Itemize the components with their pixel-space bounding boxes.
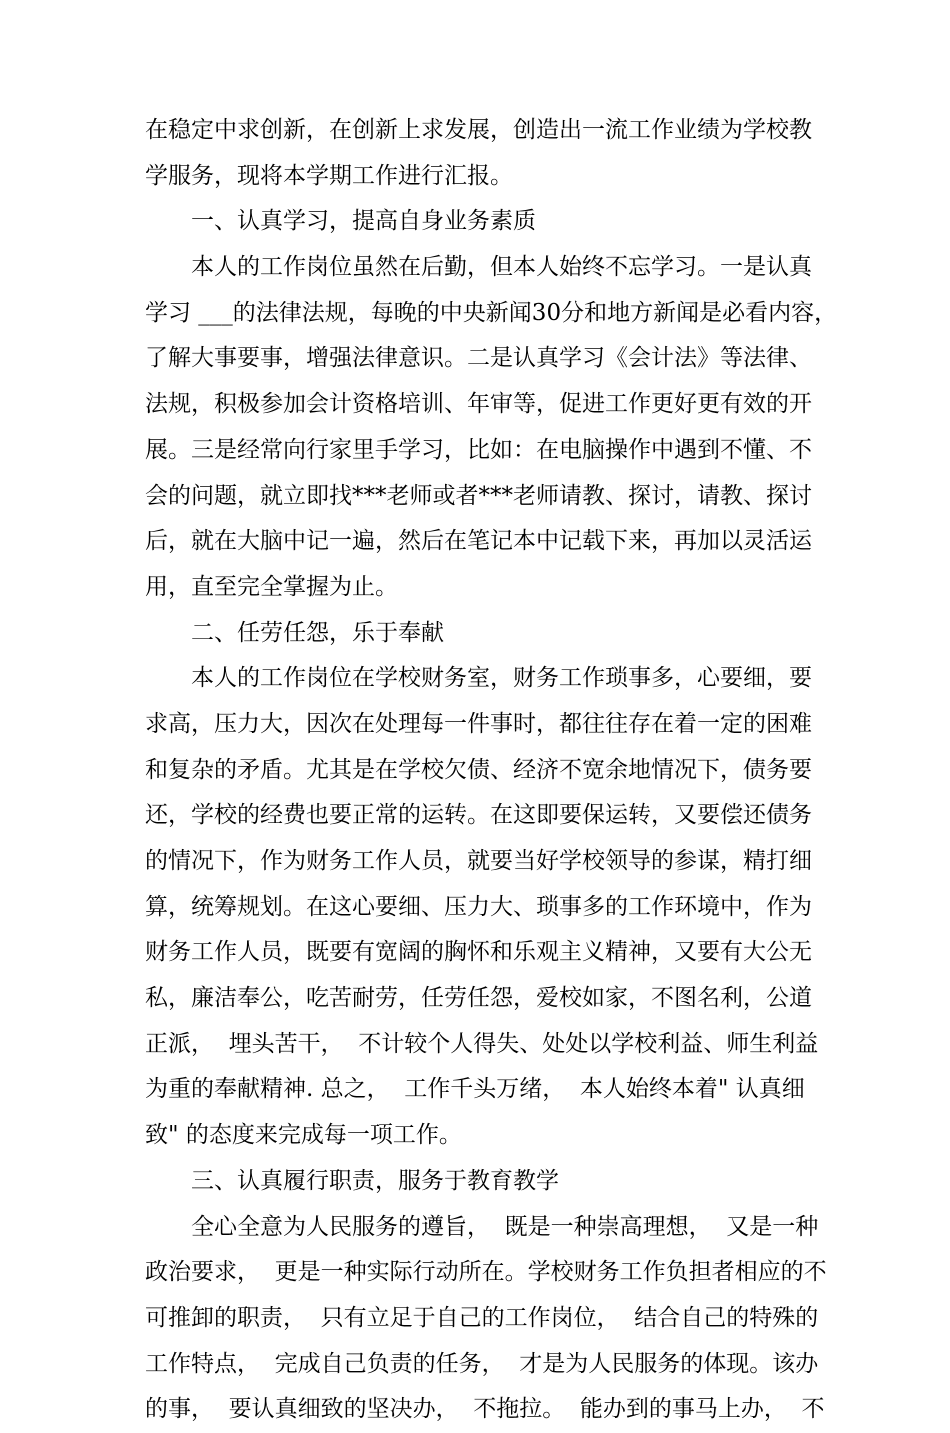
text-line: 了解大事要事，增强法律意识。二是认真学习《会计法》等法律、 bbox=[145, 345, 812, 372]
text-line: 和复杂的矛盾。尤其是在学校欠债、经济不宽余地情况下，债务要 bbox=[145, 756, 812, 783]
text-line: 在稳定中求创新，在创新上求发展，创造出一流工作业绩为学校教 bbox=[145, 117, 812, 143]
text-line: 学服务，现将本学期工作进行汇报。 bbox=[145, 162, 513, 189]
text-line: 还，学校的经费也要正常的运转。在这即要保运转，又要偿还债务 bbox=[145, 802, 812, 829]
text-line: 的情况下，作为财务工作人员，就要当好学校领导的参谋，精打细 bbox=[145, 848, 812, 874]
text-line: 学习 ___的法律法规，每晚的中央新闻30分和地方新闻是必看内容， bbox=[145, 299, 838, 326]
text-line: 本人的工作岗位虽然在后勤，但本人始终不忘学习。一是认真 bbox=[191, 254, 812, 281]
section-heading-1: 一、认真学习，提高自身业务素质 bbox=[191, 208, 536, 235]
text-line: 后，就在大脑中记一遍，然后在笔记本中记载下来，再加以灵活运 bbox=[145, 528, 812, 555]
text-line: 算，统筹规划。在这心要细、压力大、琐事多的工作环境中，作为 bbox=[145, 893, 812, 920]
section-heading-3: 三、认真履行职责，服务于教育教学 bbox=[191, 1167, 559, 1194]
text-line: 财务工作人员，既要有宽阔的胸怀和乐观主义精神，又要有大公无 bbox=[145, 939, 812, 966]
text-line: 为重的奉献精神. 总之， 工作千头万绪， 本人始终本着" 认真细 bbox=[145, 1076, 805, 1103]
text-line: 工作特点， 完成自己负责的任务， 才是为人民服务的体现。该办 bbox=[145, 1350, 819, 1377]
text-line: 可推卸的职责， 只有立足于自己的工作岗位， 结合自己的特殊的 bbox=[145, 1304, 819, 1331]
text-line: 本人的工作岗位在学校财务室，财务工作琐事多，心要细，要 bbox=[191, 665, 812, 692]
text-line: 正派， 埋头苦干， 不计较个人得失、处处以学校利益、师生利益 bbox=[145, 1030, 819, 1057]
text-line: 的事， 要认真细致的坚决办， 不拖拉。 能办到的事马上办， 不 bbox=[145, 1396, 825, 1423]
document-body bbox=[145, 108, 838, 1433]
text-line: 法规，积极参加会计资格培训、年审等，促进工作更好更有效的开 bbox=[145, 391, 812, 418]
text-line: 私，廉洁奉公，吃苦耐劳，任劳任怨，爱校如家，不图名利，公道 bbox=[145, 985, 812, 1012]
text-line: 全心全意为人民服务的遵旨， 既是一种崇高理想， 又是一种 bbox=[191, 1213, 819, 1240]
text-line: 会的问题，就立即找***老师或者***老师请教、探讨，请教、探讨 bbox=[145, 482, 812, 509]
text-line: 展。三是经常向行家里手学习，比如：在电脑操作中遇到不懂、不 bbox=[145, 436, 812, 463]
text-line: 求高，压力大，因次在处理每一件事时，都往往存在着一定的困难 bbox=[145, 710, 812, 737]
text-line: 用，直至完全掌握为止。 bbox=[145, 573, 398, 600]
text-line: 致" 的态度来完成每一项工作。 bbox=[145, 1122, 462, 1149]
section-heading-2: 二、任劳任怨，乐于奉献 bbox=[191, 619, 444, 646]
text-line: 政治要求， 更是一种实际行动所在。学校财务工作负担者相应的不 bbox=[145, 1259, 827, 1286]
